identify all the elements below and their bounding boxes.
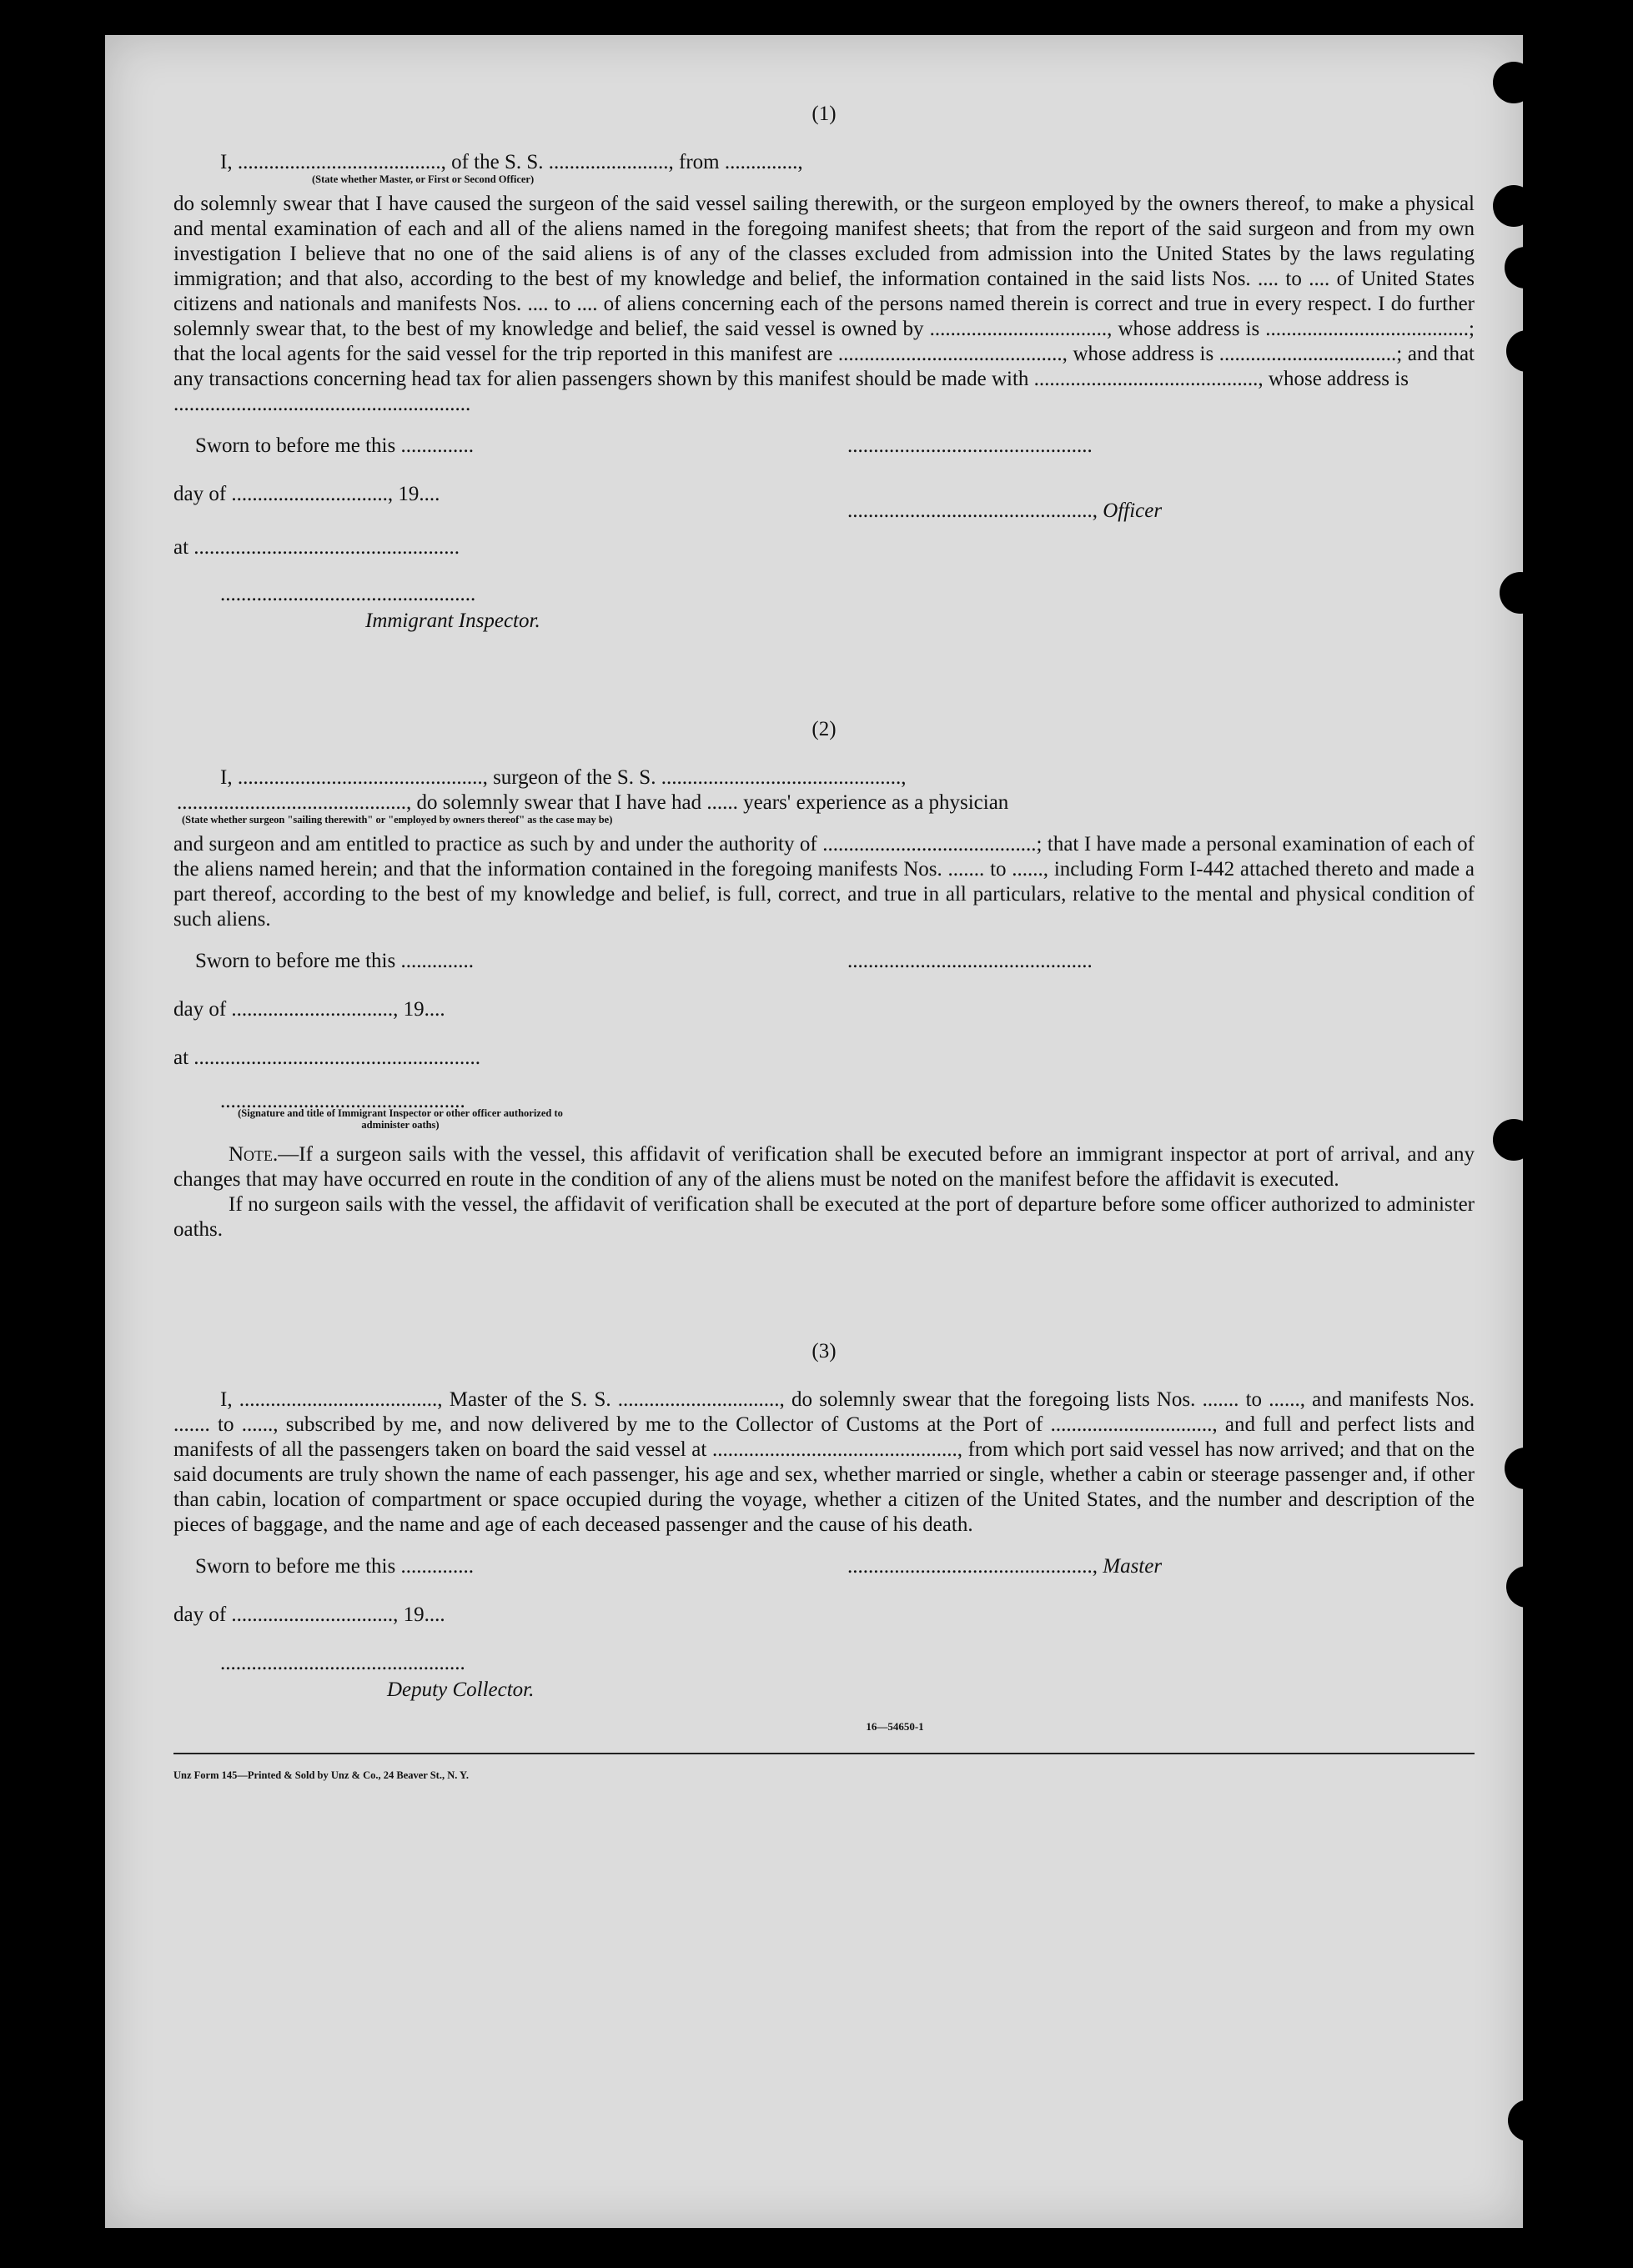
section-3 (173, 1339, 1475, 1703)
note-text: —If a surgeon sails with the vessel, this affidavit of verification shall be executed before an immigrant inspector at port of arrival, and any changes that may have occurred en route in the condition of any of the aliens must be noted on the manifest before the affidavit is executed. (173, 1143, 1475, 1191)
punch-hole (1493, 185, 1535, 227)
punch-hole (1505, 247, 1546, 289)
collector-signature-line: ............................................... (220, 1652, 465, 1674)
oath-text: I, ......................................, Master of the S. S. ..............................., do solemnly swear that the foregoing lists Nos. ....... to ......, and manifests Nos. ....... to ......, subscribed by me, and now delivered by me to the Collector of Customs at the Port of ..............................., and full and perfect lists and manifests of all the passengers taken on board the said vessel at ..............................................., from which port said vessel has now arrived; and that on the said documents are truly shown the name of each passenger, his age and sex, whether married or single, whether a cabin or steerage passenger and, if other than cabin, location of compartment or space occupied during the voyage, whether a citizen of the United States, and the number and description of the pieces of baggage, and the name and age of each deceased passenger and the cause of his death. (173, 1388, 1475, 1536)
vessel-origin-field: , of the S. S. ......................., from .............., (440, 151, 803, 173)
collector-label: Deputy Collector. (387, 1678, 535, 1701)
field-note: (State whether surgeon "sailing therewith" or "employed by owners thereof" as the case may be) (182, 814, 613, 825)
section-1 (173, 102, 1475, 634)
officer-line: ..............................................., (847, 499, 1103, 522)
at-line: at ....................................................... (173, 1046, 481, 1069)
day-line: day of .............................., 19.... (173, 483, 440, 505)
day-line: day of ..............................., 19.... (173, 998, 445, 1021)
section-number: (2) (811, 718, 837, 740)
section-number: (3) (811, 1340, 837, 1362)
form-content (173, 102, 1475, 1788)
punch-hole (1493, 62, 1535, 103)
inspector-label: Immigrant Inspector. (365, 610, 540, 632)
printer-footer: Unz Form 145—Printed & Sold by Unz & Co., 24 Beaver St., N. Y. (173, 1769, 470, 1781)
surgeon-experience-line: ............................................, do solemnly swear that I have had ...... years' experience as a physician (177, 791, 1009, 814)
day-line: day of ..............................., 19.... (173, 1603, 445, 1626)
form-number: 16—54650-1 (866, 1720, 924, 1733)
master-label: Master (1103, 1555, 1163, 1578)
punch-hole (1500, 572, 1541, 614)
footer-rule (173, 1753, 1475, 1754)
officer-title-note: (Signature and title of Immigrant Inspector or other officer authorized to administer oaths) (238, 1107, 563, 1131)
sworn-line: Sworn to before me this .............. (195, 434, 474, 457)
officer-signature-line: ............................................... (220, 1090, 465, 1112)
sworn-line: Sworn to before me this .............. (195, 1555, 474, 1578)
field-note: (State whether Master, or First or Second Officer) (312, 173, 535, 185)
inspector-signature-line: ................................................. (220, 583, 476, 605)
surgeon-name-line: I, ..............................................., surgeon of the S. S. .............................................., (220, 766, 907, 789)
note-label: Note. (229, 1143, 279, 1166)
punch-hole (1506, 330, 1548, 372)
oath-text: do solemnly swear that I have caused the surgeon of the said vessel sailing therewith, or the surgeon employed by the owners thereof, to make a physical and mental examination of each and all of the aliens named in the foregoing manifest sheets; that from the report of the said surgeon and from my own investigation I believe that no one of the said aliens is of any of the classes excluded from admission into the United States by the laws regulating immigration; and that also, according to the best of my knowledge and belief, the information contained in the said lists Nos. .... to .... of United States citizens and nationals and manifests Nos. .... to .... of aliens concerning each of the persons named therein is correct and true in every respect. I do further solemnly swear that, to the best of my knowledge and belief, the said vessel is owned by .................................., whose address is .......................................; that the local agents for the said vessel for the trip reported in this manifest are ..........................................., whose address is ..................................; and that any transactions concerning head tax for alien passengers shown by this manifest should be made with ..........................................., whose address is (173, 193, 1475, 390)
section-number: (1) (811, 103, 837, 125)
at-line: at ................................................... (173, 536, 460, 559)
punch-hole (1493, 1119, 1535, 1161)
form-sheet (105, 35, 1523, 2228)
punch-hole (1508, 2100, 1550, 2141)
officer-label: Officer (1103, 499, 1163, 522)
sworn-line: Sworn to before me this .............. (195, 950, 474, 972)
note-text-2: If no surgeon sails with the vessel, the affidavit of verification shall be executed at the port of departure before some officer authorized to administer oaths. (173, 1193, 1475, 1241)
punch-hole (1506, 1566, 1548, 1608)
punch-hole (1505, 1448, 1546, 1489)
section-2 (173, 717, 1475, 1242)
master-name-field: I, ....................................... (220, 151, 441, 173)
master-signature-line: ..............................................., (847, 1555, 1103, 1578)
signature-line: ............................................... (847, 950, 1093, 972)
signature-line: ............................................... (847, 434, 1093, 457)
oath-text: and surgeon and am entitled to practice as such by and under the authority of .........................................; that I have made a personal examination of each of the aliens named herein; and that the information contained in the foregoing manifests Nos. ....... to ......, including Form I-442 attached thereto and made a part thereof, according to the best of my knowledge and belief, is full, correct, and true in all particulars, relative to the mental and physical condition of such aliens. (173, 833, 1475, 931)
oath-text-tail: ......................................................... (173, 393, 471, 415)
